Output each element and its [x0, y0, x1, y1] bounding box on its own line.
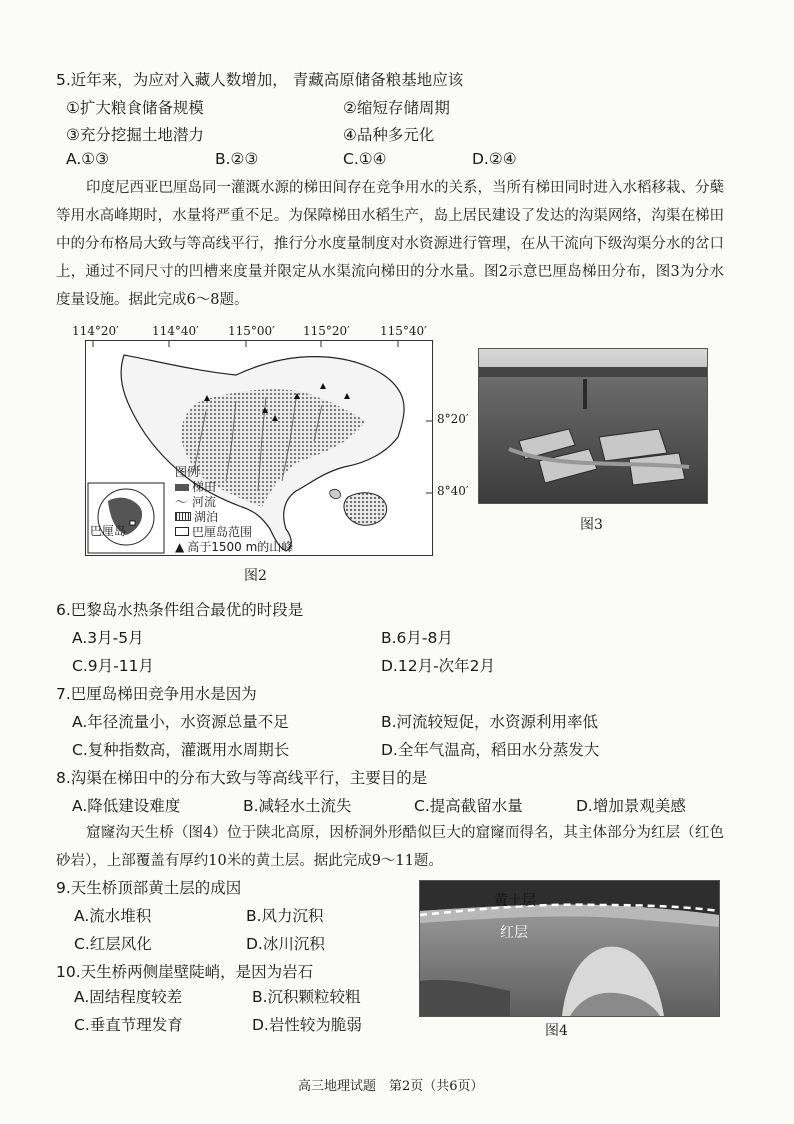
fig2-lon-label-5: 115°40′ [380, 324, 427, 338]
fig2-lon-label-4: 115°20′ [303, 324, 350, 338]
legend-terrace-label: 梯田 [192, 480, 217, 494]
page-footer: 高三地理试题 第2页（共6页） [298, 1079, 484, 1094]
fig3-photo [478, 348, 708, 504]
q8-stem: 8.沟渠在梯田中的分布大致与等高线平行，主要目的是 [56, 769, 428, 787]
bali-map-svg [86, 341, 432, 555]
legend-item-peak [175, 538, 293, 555]
q8-option-d: D.增加景观美感 [576, 797, 686, 815]
q6-option-d: D.12月-次年2月 [381, 657, 496, 675]
q10-option-a: A.固结程度较差 [74, 988, 183, 1006]
passage-1 [56, 174, 724, 314]
legend-boundary-swatch [175, 527, 189, 536]
q10-option-d: D.岩性较为脆弱 [252, 1016, 362, 1034]
q7-option-b: B.河流较短促，水资源利用率低 [381, 713, 599, 731]
inset-bali-marker [130, 521, 135, 525]
q5-item-1: ①扩大粮食储备规模 [66, 99, 204, 117]
q9-stem: 9.天生桥顶部黄土层的成因 [56, 879, 242, 897]
q9-option-b: B.风力沉积 [246, 907, 324, 925]
q7-option-d: D.全年气温高，稻田水分蒸发大 [381, 741, 600, 759]
q8-option-b: B.减轻水土流失 [243, 797, 352, 815]
fig2-lon-label-1: 114°20′ [72, 324, 119, 338]
fig3-caption: 图3 [580, 517, 603, 533]
q8-option-c: C.提高截留水量 [414, 797, 523, 815]
legend-peak-label: 高于1500 m的山峰 [187, 540, 294, 554]
legend-title: 图例 [175, 465, 200, 479]
q5-stem: 5.近年来，为应对入藏人数增加， 青藏高原储备粮基地应该 [56, 71, 464, 89]
legend-peak-swatch: ▲ [175, 540, 185, 554]
fig4-photo [419, 880, 720, 1017]
q6-stem: 6.巴黎岛水热条件组合最优的时段是 [56, 601, 304, 619]
fig2-lon-label-2: 114°40′ [152, 324, 199, 338]
q5-option-c: C.①④ [343, 150, 387, 168]
q6-option-c: C.9月-11月 [72, 657, 154, 675]
legend-boundary-label: 巴厘岛范围 [192, 525, 253, 539]
nusa-penida-island [344, 493, 387, 525]
fig4-photo-svg [420, 881, 719, 1016]
passage-2-text: 窟窿沟天生桥（图4）位于陕北高原，因桥洞外形酷似巨大的窟窿而得名，其主体部分为红层（红色砂岩），上部覆盖有厚约10米的黄土层。据此完成9～11题。 [56, 825, 724, 869]
fig4-caption: 图4 [545, 1023, 568, 1039]
q5-option-b: B.②③ [215, 150, 259, 168]
fig4-label-loess: 黄土层 [494, 893, 536, 909]
legend-lake-label: 湖泊 [194, 510, 219, 524]
fig2-caption: 图2 [244, 568, 267, 584]
q5-item-4: ④品种多元化 [343, 126, 435, 144]
q9-option-c: C.红层风化 [74, 935, 152, 953]
nusa-lembongan-island [330, 489, 341, 498]
q10-stem: 10.天生桥两侧崖壁陡峭，是因为岩石 [56, 963, 314, 981]
inset-label: 巴厘岛 [90, 524, 127, 538]
legend-terrace-swatch [175, 484, 189, 491]
legend-river-swatch: ～ [175, 495, 188, 509]
fig3-photo-svg [479, 349, 707, 503]
q10-option-b: B.沉积颗粒较粗 [252, 988, 361, 1006]
q6-option-b: B.6月-8月 [381, 629, 453, 647]
q7-option-c: C.复种指数高，灌溉用水周期长 [72, 741, 290, 759]
q5-item-2: ②缩短存储周期 [343, 99, 450, 117]
q5-option-d: D.②④ [472, 150, 517, 168]
fig2-lat-label-1: 8°20′ [437, 412, 469, 426]
q8-option-a: A.降低建设难度 [72, 797, 181, 815]
passage-2 [56, 819, 724, 875]
q9-option-a: A.流水堆积 [74, 907, 152, 925]
legend-lake-swatch [175, 512, 191, 521]
q10-option-c: C.垂直节理发育 [74, 1016, 183, 1034]
fig4-label-redbed: 红层 [500, 925, 528, 941]
q6-option-a: A.3月-5月 [72, 629, 144, 647]
fig2-lat-label-2: 8°40′ [437, 484, 469, 498]
fig2-map [85, 340, 433, 556]
legend-river-label: 河流 [192, 495, 217, 509]
q7-stem: 7.巴厘岛梯田竞争用水是因为 [56, 685, 257, 703]
q7-option-a: A.年径流量小，水资源总量不足 [72, 713, 289, 731]
fig2-lon-label-3: 115°00′ [228, 324, 275, 338]
q5-item-3: ③充分挖掘土地潜力 [66, 126, 204, 144]
q9-option-d: D.冰川沉积 [246, 935, 325, 953]
q5-option-a: A.①③ [66, 150, 110, 168]
passage-1-text: 印度尼西亚巴厘岛同一灌溉水源的梯田间存在竞争用水的关系，当所有梯田同时进入水稻移栽、分蘖等用水高峰期时，水量将严重不足。为保障梯田水稻生产，岛上居民建设了发达的沟渠网络，沟渠在梯田中的分布格局大致与等高线平行，推行分水度量制度对水资源进行管理，在从干流向下级沟渠分水的岔口上，通过不同尺寸的凹槽来度量并限定从水渠流向梯田的分水量。图2示意巴厘岛梯田分布，图3为分水度量设施。据此完成6～8题。 [56, 180, 724, 308]
